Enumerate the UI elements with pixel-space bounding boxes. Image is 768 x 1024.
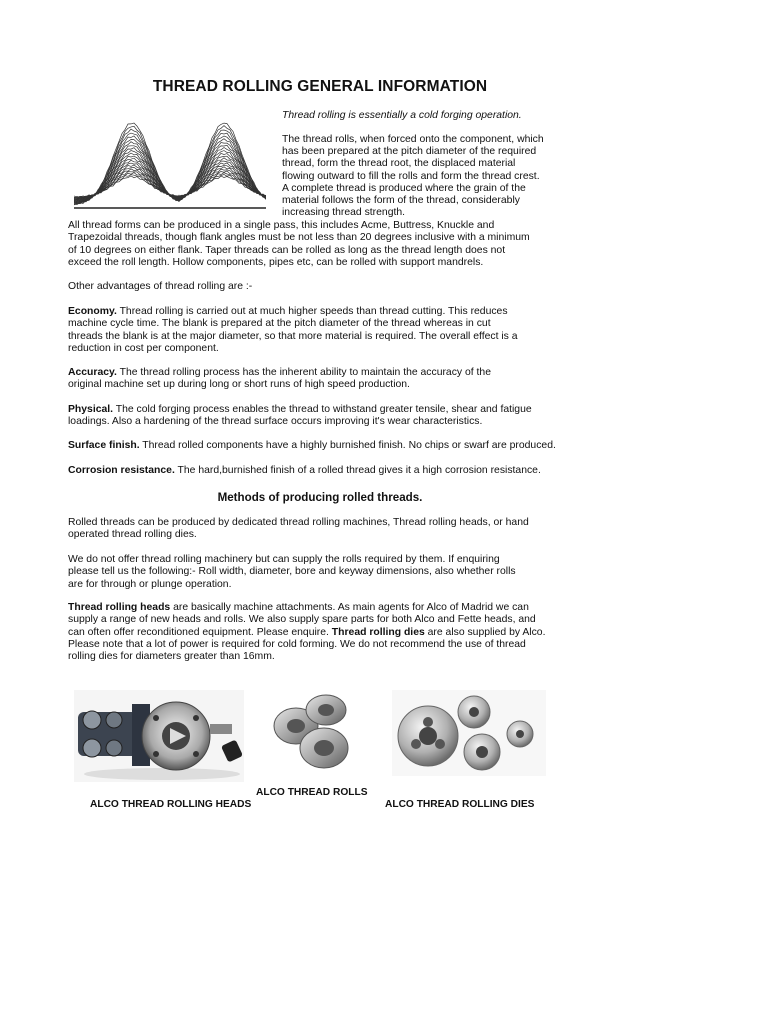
thread-rolling-dies-term: Thread rolling dies [331, 626, 425, 638]
methods-heading: Methods of producing rolled threads. [217, 491, 423, 504]
advantage-text: The thread rolling process has the inherent ability to maintain the accuracy of the original machine set up during long or short runs of high speed production. [68, 367, 491, 391]
advantage-physical [68, 404, 546, 429]
thread-forms-paragraph: All thread forms can be produced in a single pass, this includes Acme, Buttress, Knuckle and Trapezoidal threads, though flank angles must be not less than 20 degrees inclusive with a minimum of 10 degrees on either flank. Taper threads can be rolled as long as the thread length does not exceed the roll length. Hollow components, pipes etc, can be rolled with support mandrels. [68, 220, 530, 268]
caption-thread-rolling-dies: ALCO THREAD ROLLING DIES [385, 799, 535, 810]
caption-thread-rolling-heads: ALCO THREAD ROLLING HEADS [90, 799, 252, 810]
page-title: THREAD ROLLING GENERAL INFORMATION [152, 78, 488, 95]
thread-rolling-dies-image [392, 690, 546, 776]
methods-text: are also supplied by Alco. Please note that a lot of power is required for cold forming. We do not recommend the use of thread rolling dies for diameters greater than 16mm. [68, 626, 546, 663]
advantage-text: Thread rolled components have a highly burnished finish. No chips or swarf are produced. [139, 440, 556, 451]
intro-body: The thread rolls, when forced onto the component, which has been prepared at the pitch diameter of the required thread, form the thread root, the displaced material flowing outward to fill the rolls and form the thread crest. A complete thread is produced where the grain of the material follows the form of the thread, considerably increasing thread strength. [282, 134, 544, 219]
caption-thread-rolls: ALCO THREAD ROLLS [256, 787, 368, 798]
advantage-surface-finish [68, 440, 568, 452]
advantage-label: Surface finish. [68, 440, 140, 451]
advantages-intro: Other advantages of thread rolling are :- [68, 281, 253, 292]
advantage-label: Economy. [68, 306, 117, 317]
advantage-accuracy [68, 367, 508, 392]
advantage-text: Thread rolling is carried out at much higher speeds than thread cutting. This reduces machine cycle time. The blank is prepared at the pitch diameter of the thread whereas in cut threads the blank is at the major diameter, so that more material is required. The overall effect is a reduction in cost per component. [68, 306, 518, 354]
advantage-economy [68, 306, 526, 355]
advantage-label: Corrosion resistance. [68, 465, 175, 476]
advantage-text: The hard,burnished finish of a rolled thread gives it a high corrosion resistance. [174, 465, 541, 476]
grain-flow-line [74, 123, 266, 205]
thread-rolling-heads-term: Thread rolling heads [68, 602, 171, 613]
advantage-label: Physical. [68, 404, 114, 415]
advantage-text: The cold forging process enables the thread to withstand greater tensile, shear and fatigue loadings. Also a hardening of the thread surface occurs improving it's wear characteristics. [68, 404, 532, 428]
grain-flow-line [74, 126, 266, 205]
intro-lead: Thread rolling is essentially a cold forging operation. [282, 110, 522, 121]
methods-text: are basically machine attachments. As main agents for Alco of Madrid we can supply a range of new heads and rolls. We also supply spare parts for both Alco and Fette heads, and can often offer reconditioned equipment. Please enquire. [68, 602, 536, 638]
thread-rolling-head-image [74, 690, 244, 782]
methods-paragraph-3 [68, 602, 546, 663]
methods-paragraph-2: We do not offer thread rolling machinery but can supply the rolls required by them. If enquiring please tell us the following:- Roll width, diameter, bore and keyway dimensions, also whether rolls are for through or plunge operation. [68, 554, 516, 590]
advantage-corrosion-resistance [68, 465, 568, 477]
thread-grain-figure [74, 107, 266, 211]
advantage-label: Accuracy. [68, 367, 117, 378]
grain-flow-line [74, 139, 266, 204]
thread-rolls-image [268, 690, 354, 774]
methods-paragraph-1: Rolled threads can be produced by dedicated thread rolling machines, Thread rolling heads, or hand operated thread rolling dies. [68, 517, 529, 541]
